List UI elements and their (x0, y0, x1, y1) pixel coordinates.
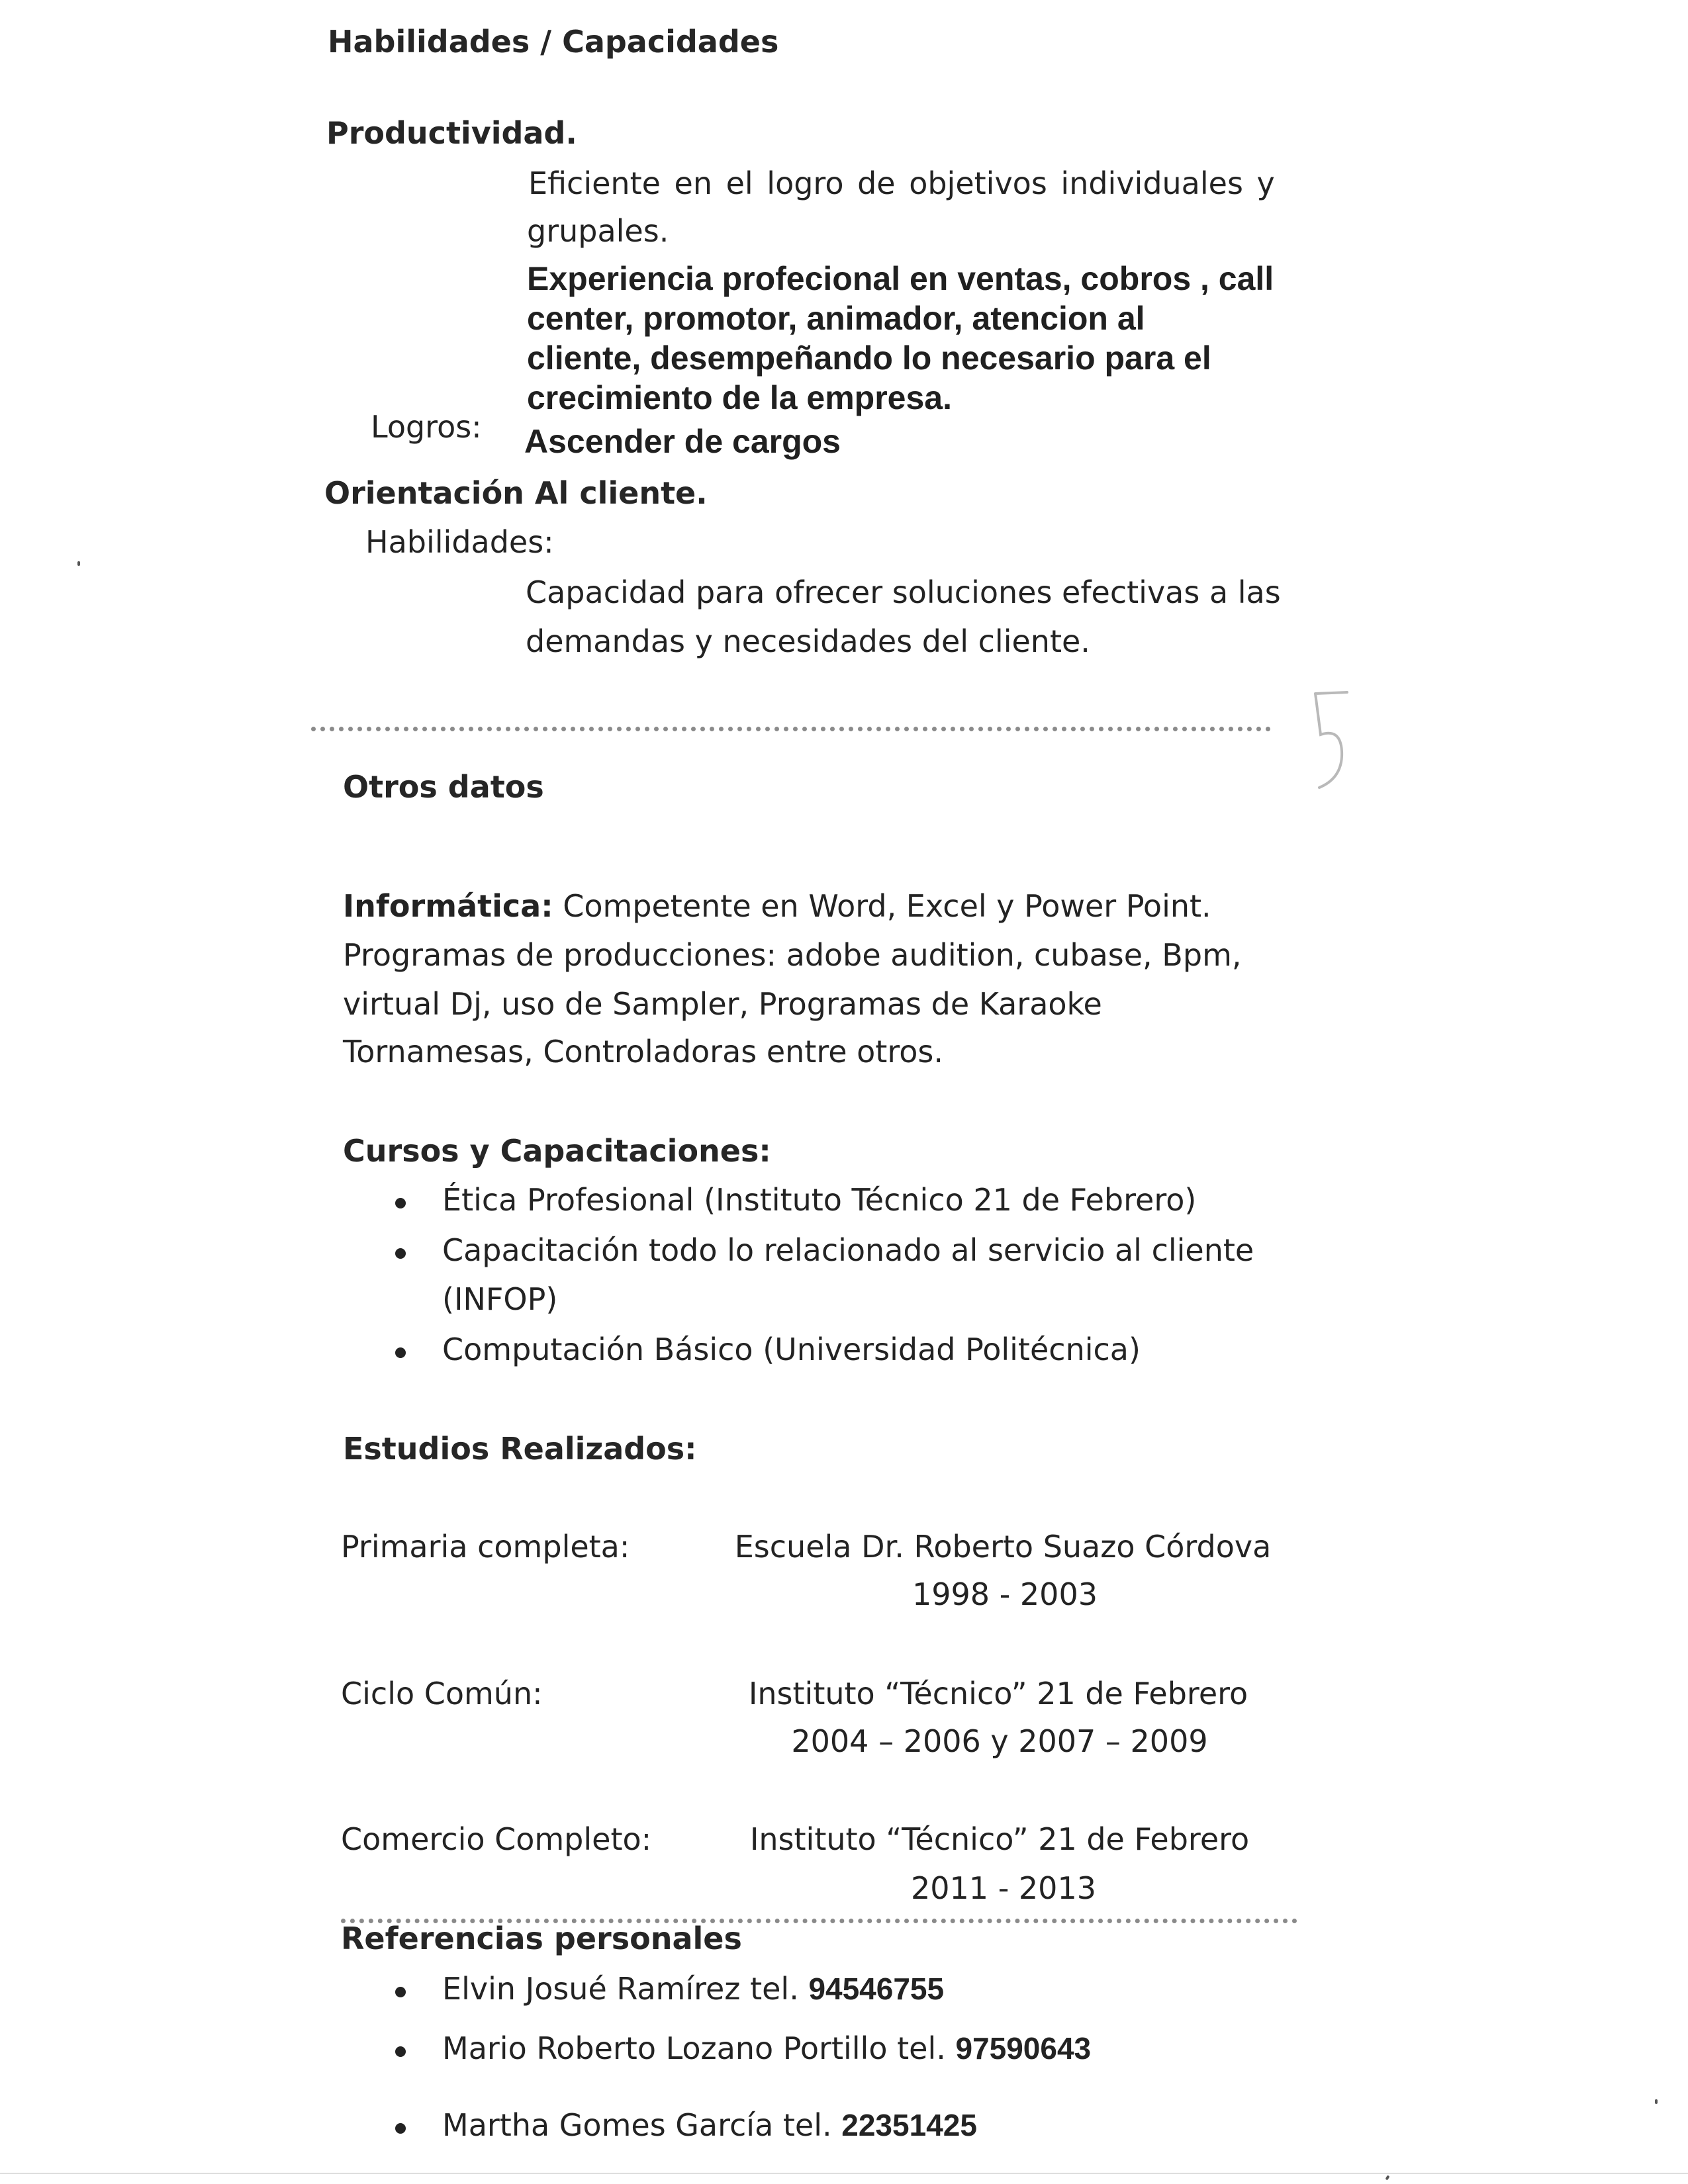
bullet-icon (395, 1198, 406, 1208)
estudio-years: 1998 - 2003 (912, 1576, 1098, 1612)
informatica-label: Informática: (343, 888, 553, 924)
referencia-name: Elvin Josué Ramírez tel. (442, 1971, 809, 2007)
estudio-label: Ciclo Común: (341, 1676, 543, 1711)
logros-label: Logros: (371, 409, 482, 445)
informatica-line4: Tornamesas, Controladoras entre otros. (343, 1034, 943, 1069)
orientacion-line1: Capacidad para ofrecer soluciones efectivas a las (526, 574, 1281, 610)
cursos-title: Cursos y Capacitaciones: (343, 1133, 771, 1169)
informatica-line3: virtual Dj, uso de Sampler, Programas de Karaoke (343, 986, 1102, 1022)
referencia-item (442, 1971, 945, 2007)
curso-item: Computación Básico (Universidad Politécnica) (442, 1332, 1141, 1367)
referencia-phone: 94546755 (808, 1972, 945, 2006)
scan-speck (77, 561, 80, 566)
bullet-icon (395, 2046, 406, 2057)
curso-item: Ética Profesional (Instituto Técnico 21 de Febrero) (442, 1182, 1197, 1218)
referencia-phone: 22351425 (841, 2108, 977, 2142)
estudio-years: 2011 - 2013 (911, 1870, 1096, 1906)
curso-item-continuation: (INFOP) (442, 1281, 558, 1317)
experiencia-line: cliente, desempeñando lo necesario para el (527, 340, 1211, 377)
referencia-name: Mario Roberto Lozano Portillo tel. (442, 2030, 956, 2066)
estudio-label: Primaria completa: (341, 1529, 630, 1565)
estudio-school: Escuela Dr. Roberto Suazo Córdova (734, 1529, 1272, 1565)
logros-value: Ascender de cargos (524, 423, 841, 460)
habilidades-label: Habilidades: (365, 524, 554, 560)
referencia-item (442, 2107, 977, 2143)
scan-speck (1385, 2175, 1390, 2180)
scan-speck (1655, 2099, 1658, 2104)
curso-item: Capacitación todo lo relacionado al servicio al cliente (442, 1232, 1254, 1268)
productividad-line2: grupales. (527, 213, 669, 249)
handwritten-page-number-5 (1301, 688, 1360, 794)
bullet-icon (395, 1248, 406, 1259)
experiencia-line: center, promotor, animador, atencion al (527, 300, 1145, 337)
orientacion-line2: demandas y necesidades del cliente. (526, 623, 1090, 659)
referencias-title: Referencias personales (341, 1921, 742, 1956)
orientacion-heading: Orientación Al cliente. (324, 475, 708, 511)
estudio-years: 2004 – 2006 y 2007 – 2009 (791, 1723, 1208, 1759)
section-divider (311, 727, 1271, 731)
experiencia-line: Experiencia profecional en ventas, cobros , call (527, 260, 1274, 297)
referencia-name: Martha Gomes García tel. (442, 2107, 842, 2143)
estudios-title: Estudios Realizados: (343, 1431, 697, 1467)
skills-title: Habilidades / Capacidades (328, 24, 779, 60)
productividad-heading: Productividad. (326, 115, 577, 151)
informatica-line1 (343, 888, 1211, 924)
estudio-label: Comercio Completo: (341, 1821, 652, 1857)
informatica-line2: Programas de producciones: adobe audition, cubase, Bpm, (343, 937, 1242, 973)
referencia-phone: 97590643 (955, 2031, 1092, 2066)
productividad-line1: Eficiente en el logro de objetivos individuales y (528, 165, 1275, 201)
experiencia-line: crecimiento de la empresa. (527, 379, 952, 416)
estudio-school: Instituto “Técnico” 21 de Febrero (748, 1676, 1248, 1711)
bullet-icon (395, 1347, 406, 1358)
otros-title: Otros datos (343, 769, 544, 805)
informatica-text: Competente en Word, Excel y Power Point. (553, 888, 1211, 924)
scan-edge-bottom (0, 2173, 1688, 2174)
bullet-icon (395, 1987, 406, 1997)
bullet-icon (395, 2123, 406, 2134)
estudio-school: Instituto “Técnico” 21 de Febrero (749, 1821, 1250, 1857)
referencia-item (442, 2030, 1092, 2066)
